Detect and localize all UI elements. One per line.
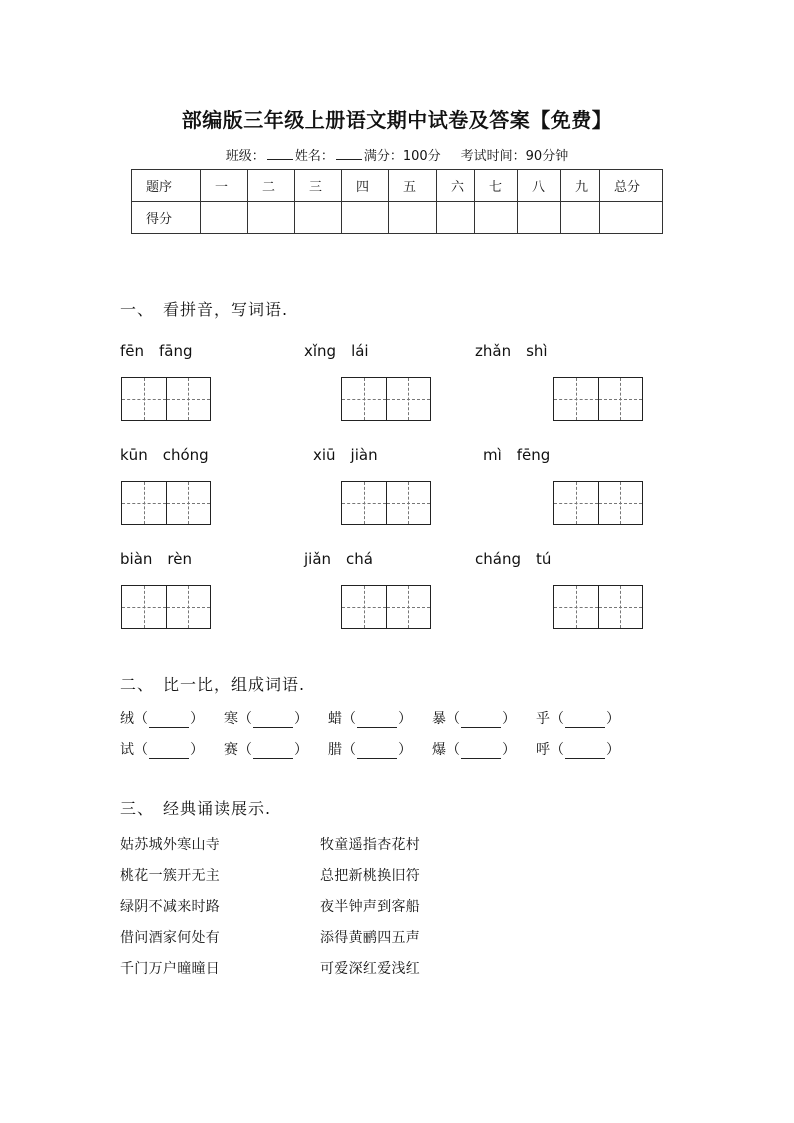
compare-char: 绒 bbox=[120, 711, 134, 727]
score-cell[interactable] bbox=[475, 202, 518, 234]
name-label: 姓名： bbox=[294, 149, 334, 164]
class-label: 班级： bbox=[225, 149, 265, 164]
score-cell[interactable] bbox=[389, 202, 437, 234]
header-cell: 题序 bbox=[132, 170, 201, 202]
compare-item: 呼（ ） bbox=[536, 739, 640, 759]
pinyin-label: xǐng lái bbox=[304, 342, 369, 360]
score-table bbox=[131, 169, 663, 234]
exam-info bbox=[0, 145, 794, 164]
compare-item: 蜡（ ） bbox=[328, 708, 432, 728]
score-cell[interactable] bbox=[561, 202, 600, 234]
poem-line-left: 桃花一簇开无主 bbox=[120, 868, 221, 884]
writing-grid[interactable] bbox=[121, 481, 211, 525]
score-table-score-row bbox=[132, 202, 663, 234]
compare-item: 寒（ ） bbox=[224, 708, 328, 728]
writing-grid[interactable] bbox=[121, 377, 211, 421]
poem-line-left: 千门万户曈曈日 bbox=[120, 961, 221, 977]
score-table-header-row bbox=[132, 170, 663, 202]
page-title: 部编版三年级上册语文期中试卷及答案【免费】 bbox=[181, 108, 613, 132]
poem-line-right: 可爱深红爱浅红 bbox=[320, 961, 421, 977]
score-cell[interactable] bbox=[248, 202, 295, 234]
score-cell[interactable] bbox=[201, 202, 248, 234]
compare-item: 绒（ ） bbox=[120, 708, 224, 728]
writing-grid[interactable] bbox=[553, 481, 643, 525]
compare-item: 赛（ ） bbox=[224, 739, 328, 759]
compare-char: 暴 bbox=[432, 711, 446, 727]
row-label-cell: 得分 bbox=[132, 202, 201, 234]
header-cell: 九 bbox=[561, 170, 600, 202]
header-cell: 八 bbox=[518, 170, 561, 202]
compare-char: 腊 bbox=[328, 742, 342, 758]
answer-blank[interactable] bbox=[357, 745, 397, 759]
compare-char: 寒 bbox=[224, 711, 238, 727]
compare-char: 呼 bbox=[536, 742, 550, 758]
exam-time-label: 考试时间：90分钟 bbox=[460, 149, 569, 164]
compare-item: 腊（ ） bbox=[328, 739, 432, 759]
score-cell[interactable] bbox=[518, 202, 561, 234]
header-cell: 五 bbox=[389, 170, 437, 202]
compare-item: 乎（ ） bbox=[536, 708, 640, 728]
header-cell: 总分 bbox=[600, 170, 663, 202]
compare-row-1 bbox=[120, 708, 640, 728]
pinyin-label: kūn chóng bbox=[120, 446, 209, 464]
compare-row-2 bbox=[120, 739, 640, 759]
poem-line-right: 添得黄鹂四五声 bbox=[320, 930, 421, 946]
pinyin-label: jiǎn chá bbox=[304, 550, 373, 568]
answer-blank[interactable] bbox=[357, 714, 397, 728]
header-cell: 四 bbox=[342, 170, 389, 202]
score-cell[interactable] bbox=[342, 202, 389, 234]
header-cell: 六 bbox=[437, 170, 475, 202]
answer-blank[interactable] bbox=[565, 714, 605, 728]
pinyin-label: mì fēng bbox=[483, 446, 551, 464]
answer-blank[interactable] bbox=[461, 714, 501, 728]
compare-item: 爆（ ） bbox=[432, 739, 536, 759]
writing-grid[interactable] bbox=[341, 585, 431, 629]
poem-line-right: 牧童遥指杏花村 bbox=[320, 837, 421, 853]
section2-title: 二、 比一比，组成词语. bbox=[120, 675, 306, 694]
header-cell: 二 bbox=[248, 170, 295, 202]
score-cell[interactable] bbox=[295, 202, 342, 234]
header-cell: 七 bbox=[475, 170, 518, 202]
answer-blank[interactable] bbox=[149, 745, 189, 759]
compare-char: 乎 bbox=[536, 711, 550, 727]
score-cell[interactable] bbox=[437, 202, 475, 234]
pinyin-label: cháng tú bbox=[475, 550, 552, 568]
poem-line-right: 总把新桃换旧符 bbox=[320, 868, 421, 884]
pinyin-label: biàn rèn bbox=[120, 550, 192, 568]
poem-line-left: 借问酒家何处有 bbox=[120, 930, 221, 946]
writing-grid[interactable] bbox=[341, 377, 431, 421]
full-score-label: 满分：100分 bbox=[363, 149, 441, 164]
answer-blank[interactable] bbox=[253, 745, 293, 759]
pinyin-label: zhǎn shì bbox=[475, 342, 548, 360]
compare-item: 暴（ ） bbox=[432, 708, 536, 728]
section3-title: 三、 经典诵读展示. bbox=[120, 799, 272, 818]
answer-blank[interactable] bbox=[253, 714, 293, 728]
header-cell: 一 bbox=[201, 170, 248, 202]
compare-char: 赛 bbox=[224, 742, 238, 758]
compare-char: 蜡 bbox=[328, 711, 342, 727]
compare-char: 爆 bbox=[432, 742, 446, 758]
answer-blank[interactable] bbox=[565, 745, 605, 759]
score-cell[interactable] bbox=[600, 202, 663, 234]
writing-grid[interactable] bbox=[121, 585, 211, 629]
class-blank[interactable] bbox=[267, 147, 293, 160]
poem-line-left: 绿阴不减来时路 bbox=[120, 899, 221, 915]
compare-item: 试（ ） bbox=[120, 739, 224, 759]
writing-grid[interactable] bbox=[553, 377, 643, 421]
writing-grid[interactable] bbox=[341, 481, 431, 525]
section1-title: 一、 看拼音，写词语. bbox=[120, 300, 289, 319]
name-blank[interactable] bbox=[336, 147, 362, 160]
poem-line-left: 姑苏城外寒山寺 bbox=[120, 837, 221, 853]
poem-line-right: 夜半钟声到客船 bbox=[320, 899, 421, 915]
pinyin-label: xiū jiàn bbox=[313, 446, 378, 464]
pinyin-label: fēn fāng bbox=[120, 342, 193, 360]
answer-blank[interactable] bbox=[149, 714, 189, 728]
writing-grid[interactable] bbox=[553, 585, 643, 629]
compare-char: 试 bbox=[120, 742, 134, 758]
header-cell: 三 bbox=[295, 170, 342, 202]
answer-blank[interactable] bbox=[461, 745, 501, 759]
